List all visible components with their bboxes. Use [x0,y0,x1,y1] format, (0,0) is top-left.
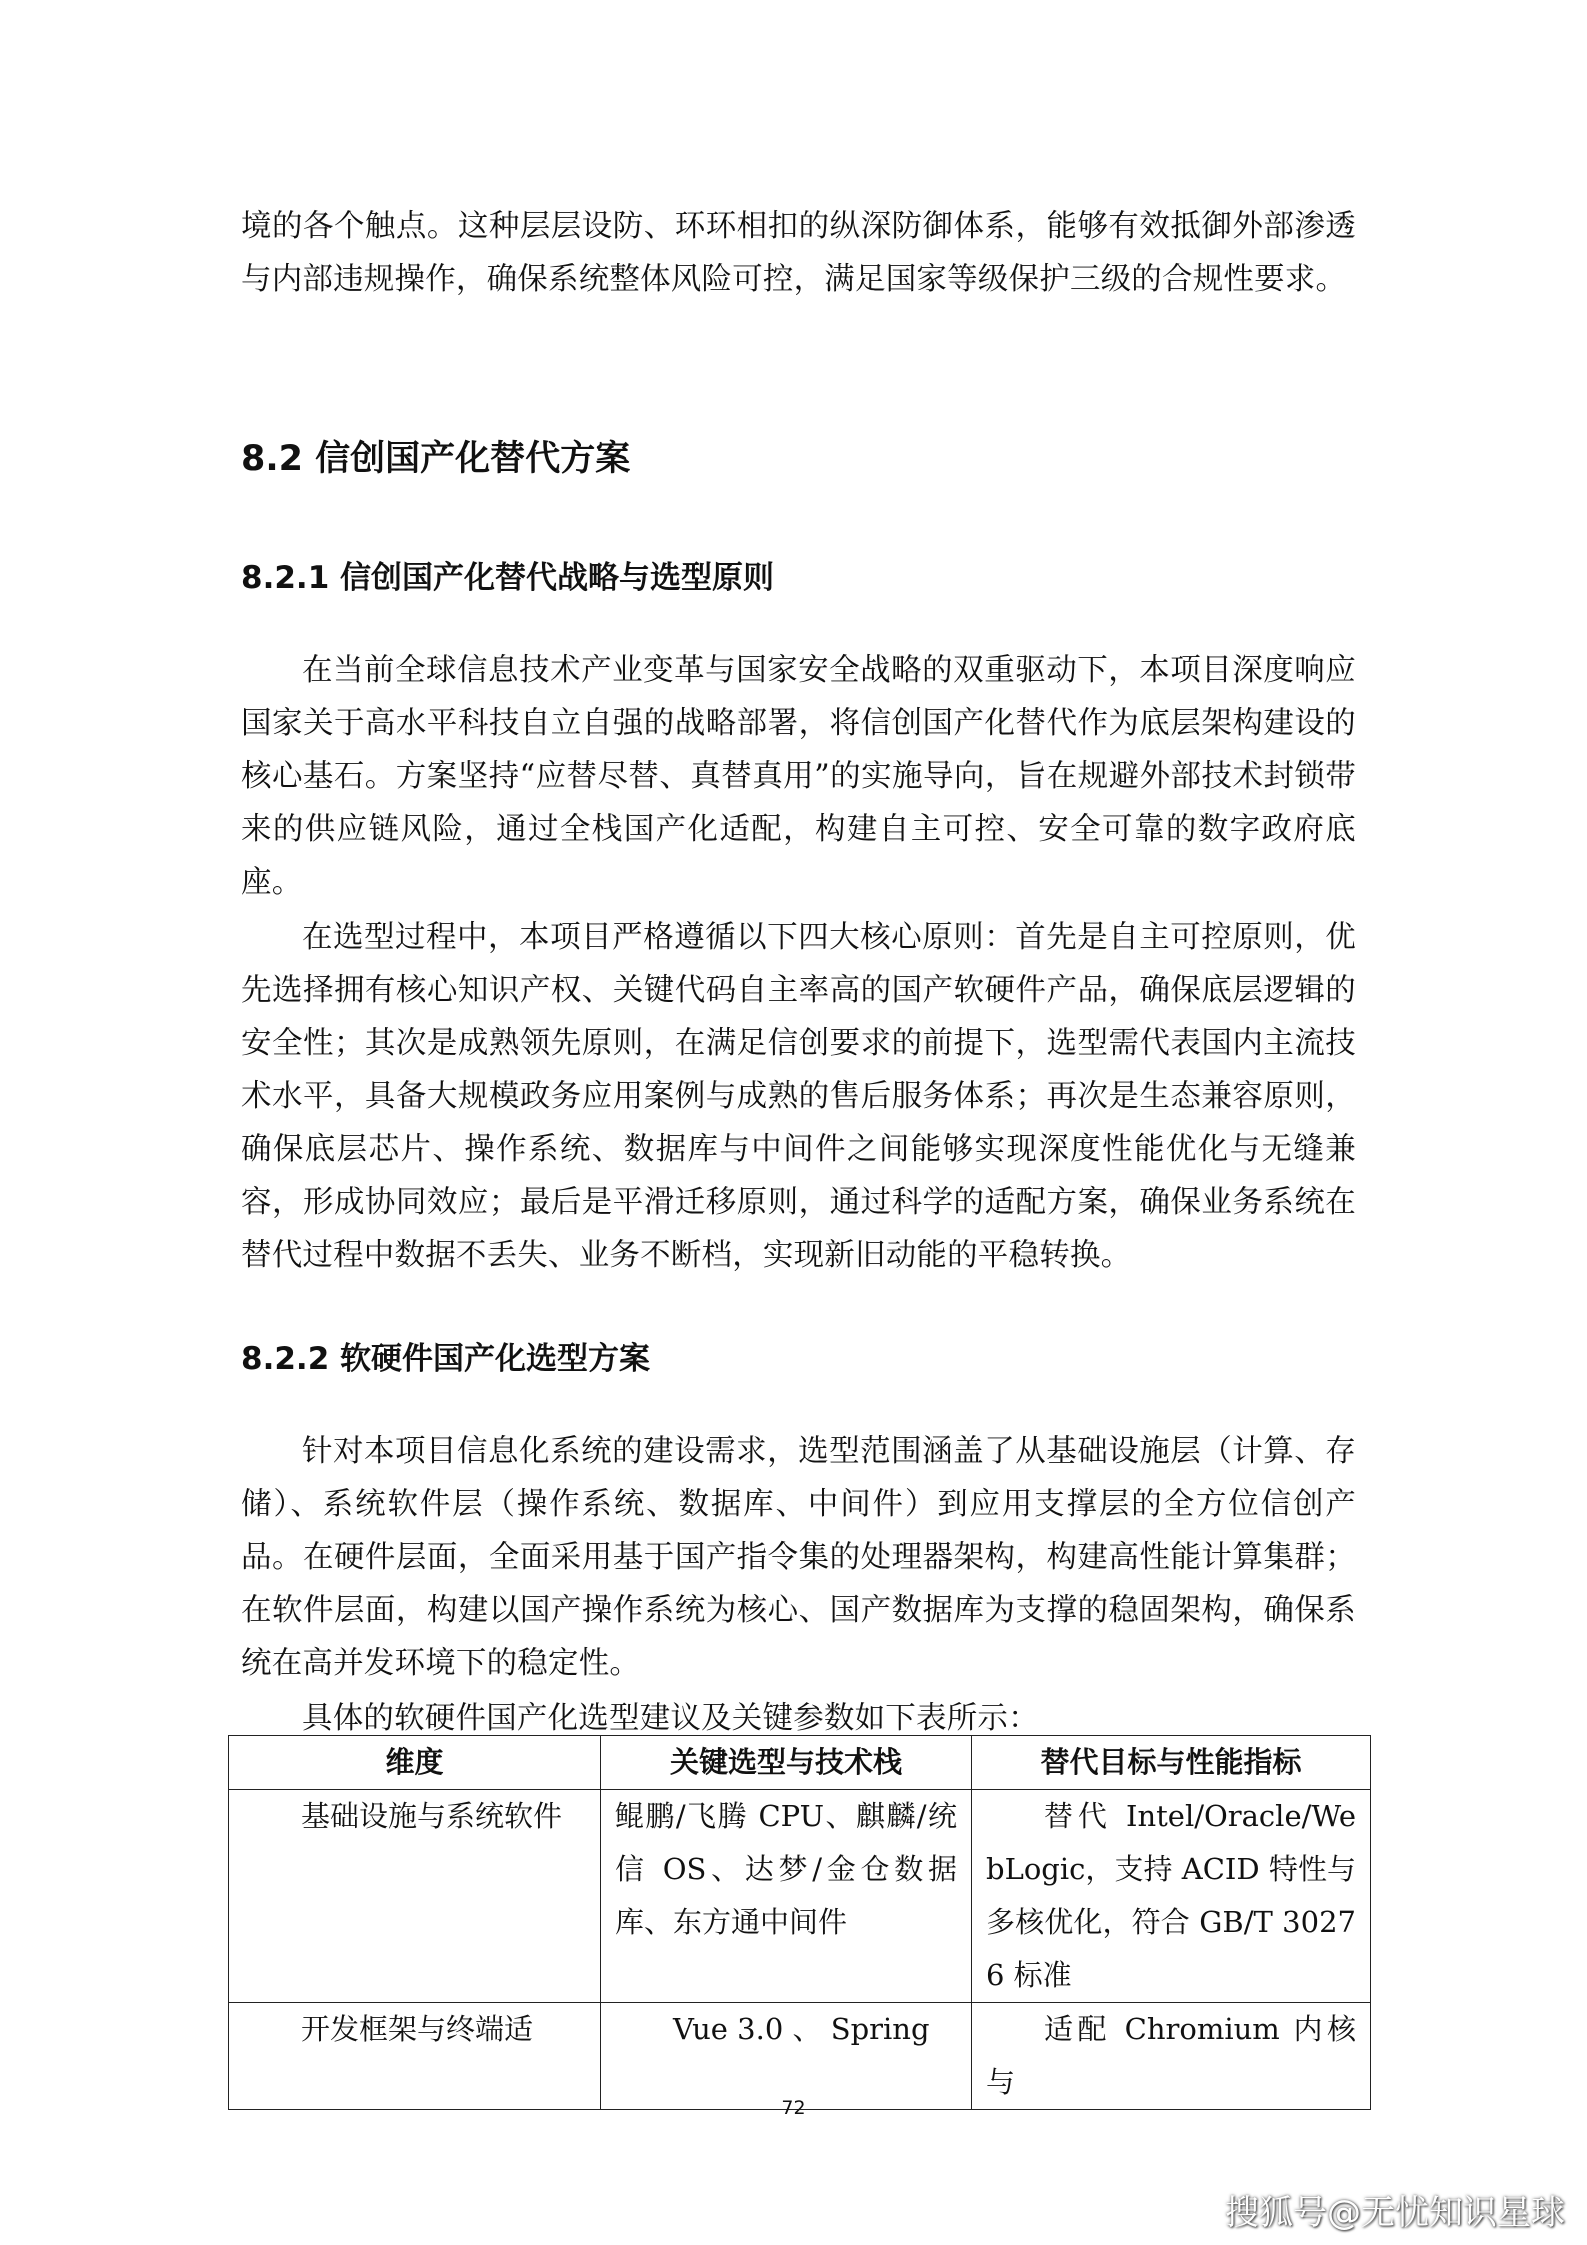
paragraph-intro: 境的各个触点。这种层层设防、环环相扣的纵深防御体系，能够有效抵御外部渗透与内部违规操作，确保系统整体风险可控，满足国家等级保护三级的合规性要求。 [241,209,1356,297]
subsection-heading-8-2-2: 8.2.2 软硬件国产化选型方案 [241,1341,651,1377]
table-header-tech-stack: 关键选型与技术栈 [601,1736,972,1790]
table-row [229,2003,1371,2110]
subsection-heading-8-2-1: 8.2.1 信创国产化替代战略与选型原则 [241,560,775,596]
paragraph-table-intro: 具体的软硬件国产化选型建议及关键参数如下表所示： [302,1701,1039,1736]
table-cell: Vue 3.0 、 Spring [601,2003,972,2110]
watermark: 搜狐号@无忧知识星球 [1225,2193,1565,2233]
table-cell: 替代 Intel/Oracle/WebLogic，支持 ACID 特性与多核优化，符合 GB/T 30276 标准 [972,1790,1371,2003]
table-cell: 基础设施与系统软件 [229,1790,601,2003]
paragraph-principles: 在选型过程中，本项目严格遵循以下四大核心原则：首先是自主可控原则，优先选择拥有核心知识产权、关键代码自主率高的国产软硬件产品，确保底层逻辑的安全性；其次是成熟领先原则，在满足信创要求的前提下，选型需代表国内主流技术水平，具备大规模政务应用案例与成熟的售后服务体系；再次是生态兼容原则，确保底层芯片、操作系统、数据库与中间件之间能够实现深度性能优化与无缝兼容，形成协同效应；最后是平滑迁移原则，通过科学的适配方案，确保业务系统在替代过程中数据不丢失、业务不断档，实现新旧动能的平稳转换。 [241,920,1356,1273]
section-heading-8-2: 8.2 信创国产化替代方案 [241,439,631,479]
table-cell: 鲲鹏/飞腾 CPU、麒麟/统信 OS、达梦/金仓数据库、东方通中间件 [601,1790,972,2003]
paragraph-selection-scope: 针对本项目信息化系统的建设需求，选型范围涵盖了从基础设施层（计算、存储）、系统软件层（操作系统、数据库、中间件）到应用支撑层的全方位信创产品。在硬件层面，全面采用基于国产指令集的处理器架构，构建高性能计算集群；在软件层面，构建以国产操作系统为核心、国产数据库为支撑的稳固架构，确保系统在高并发环境下的稳定性。 [241,1434,1356,1681]
table-header-row [229,1736,1371,1790]
page-number: 72 [781,2097,806,2119]
table-header-dimension: 维度 [229,1736,601,1790]
table-cell: 开发框架与终端适 [229,2003,601,2110]
paragraph-strategy: 在当前全球信息技术产业变革与国家安全战略的双重驱动下，本项目深度响应国家关于高水平科技自立自强的战略部署，将信创国产化替代作为底层架构建设的核心基石。方案坚持“应替尽替、真替真用”的实施导向，旨在规避外部技术封锁带来的供应链风险，通过全栈国产化适配，构建自主可控、安全可靠的数字政府底座。 [241,653,1356,900]
table-cell: 适配 Chromium 内核与 [972,2003,1371,2110]
table-row [229,1790,1371,2003]
table-header-targets: 替代目标与性能指标 [972,1736,1371,1790]
selection-table [228,1735,1371,2110]
